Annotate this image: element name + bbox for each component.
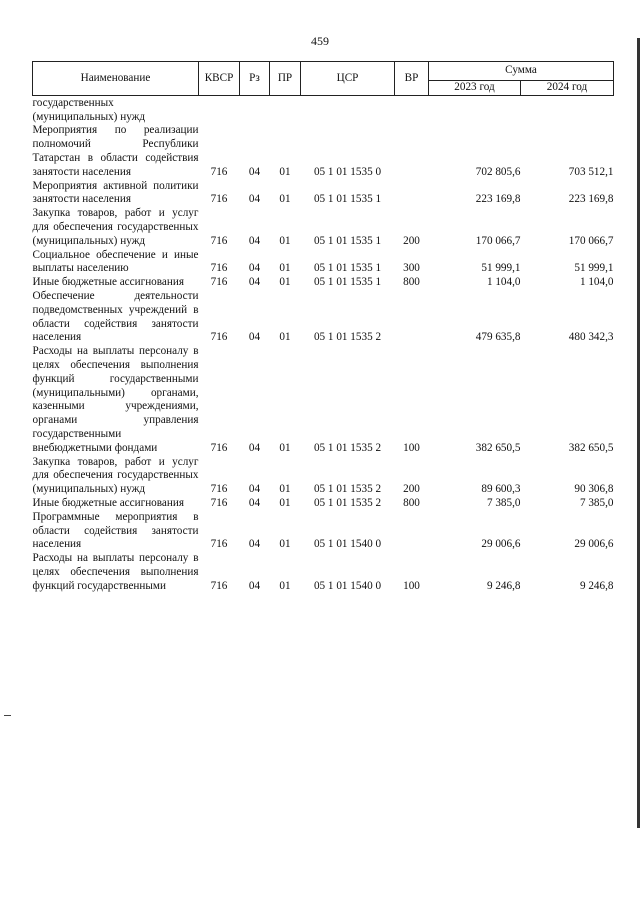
row-pr: 01 bbox=[279, 234, 291, 247]
row-csr: 05 1 01 1535 0 bbox=[313, 165, 382, 178]
row-kvsr: 716 bbox=[210, 262, 228, 275]
row-sum-2024: 170 066,7 bbox=[568, 234, 614, 247]
row-pr: 01 bbox=[279, 579, 291, 592]
row-vr: 300 bbox=[403, 262, 420, 275]
row-csr: 05 1 01 1535 2 bbox=[313, 496, 382, 509]
table-header bbox=[33, 62, 614, 96]
row-sum-2024: 480 342,3 bbox=[568, 331, 614, 344]
row-csr bbox=[301, 95, 395, 124]
row-vr: 200 bbox=[403, 234, 420, 247]
row-pr bbox=[270, 95, 301, 124]
row-rz: 04 bbox=[248, 262, 261, 275]
table-row bbox=[33, 207, 614, 248]
row-pr: 01 bbox=[279, 193, 291, 206]
row-vr: 100 bbox=[403, 441, 420, 454]
table-row bbox=[33, 180, 614, 208]
row-csr: 05 1 01 1535 2 bbox=[313, 441, 382, 454]
row-pr: 01 bbox=[279, 483, 291, 496]
row-csr: 05 1 01 1535 1 bbox=[313, 262, 382, 275]
row-sum-2024: 7 385,0 bbox=[579, 496, 614, 509]
header-csr: ЦСР bbox=[301, 62, 395, 96]
row-vr: 800 bbox=[403, 496, 420, 509]
row-rz: 04 bbox=[248, 234, 261, 247]
row-sum-2023: 223 169,8 bbox=[475, 193, 521, 206]
row-sum-2024: 382 650,5 bbox=[568, 441, 614, 454]
table-row bbox=[33, 456, 614, 497]
page-number: 459 bbox=[311, 34, 329, 48]
row-sum-2024: 51 999,1 bbox=[574, 262, 614, 275]
row-pr: 01 bbox=[279, 276, 291, 289]
row-vr bbox=[395, 124, 429, 179]
budget-table bbox=[32, 61, 614, 593]
row-kvsr: 716 bbox=[210, 193, 228, 206]
header-year-2023: 2023 год bbox=[429, 81, 521, 96]
row-sum-2024: 90 306,8 bbox=[574, 483, 614, 496]
row-rz: 04 bbox=[248, 579, 261, 592]
row-kvsr: 716 bbox=[210, 496, 228, 509]
table-row bbox=[33, 345, 614, 455]
row-rz: 04 bbox=[248, 193, 261, 206]
row-vr: 200 bbox=[403, 483, 420, 496]
row-sum-2023: 479 635,8 bbox=[475, 331, 521, 344]
row-sum-2024 bbox=[521, 95, 614, 124]
row-vr bbox=[395, 180, 429, 208]
header-vr: ВР bbox=[395, 62, 429, 96]
row-pr: 01 bbox=[279, 496, 291, 509]
row-sum-2023: 89 600,3 bbox=[481, 483, 521, 496]
row-pr: 01 bbox=[279, 441, 291, 454]
row-name: Закупка товаров, работ и услуг для обеспечения государственных (муниципальных) нужд bbox=[32, 207, 199, 247]
header-pr: ПР bbox=[270, 62, 301, 96]
row-rz bbox=[240, 95, 270, 124]
row-sum-2023: 9 246,8 bbox=[486, 579, 521, 592]
table-row bbox=[33, 497, 614, 511]
row-csr: 05 1 01 1535 2 bbox=[313, 483, 382, 496]
row-name: Мероприятия активной политики занятости населения bbox=[32, 179, 199, 206]
row-sum-2024: 703 512,1 bbox=[568, 165, 614, 178]
row-kvsr: 716 bbox=[210, 165, 228, 178]
row-kvsr: 716 bbox=[210, 234, 228, 247]
row-pr: 01 bbox=[279, 165, 291, 178]
table-body bbox=[33, 95, 614, 593]
table-row bbox=[33, 290, 614, 345]
row-pr: 01 bbox=[279, 331, 291, 344]
table-row bbox=[33, 249, 614, 277]
row-csr: 05 1 01 1535 1 bbox=[313, 234, 382, 247]
row-rz: 04 bbox=[248, 538, 261, 551]
row-kvsr: 716 bbox=[210, 579, 228, 592]
table-row bbox=[33, 511, 614, 552]
row-sum-2023: 170 066,7 bbox=[475, 234, 521, 247]
row-rz: 04 bbox=[248, 276, 261, 289]
row-sum-2023: 7 385,0 bbox=[486, 496, 521, 509]
row-sum-2024: 223 169,8 bbox=[568, 193, 614, 206]
row-rz: 04 bbox=[248, 441, 261, 454]
header-sum: Сумма bbox=[429, 62, 614, 81]
row-sum-2024: 9 246,8 bbox=[579, 579, 614, 592]
row-vr bbox=[395, 511, 429, 552]
table-row bbox=[33, 124, 614, 179]
row-name: Мероприятия по реализации полномочий Республики Татарстан в области содействия занятости населения bbox=[32, 124, 199, 178]
row-kvsr: 716 bbox=[210, 276, 228, 289]
row-pr: 01 bbox=[279, 538, 291, 551]
row-name: Социальное обеспечение и иные выплаты населению bbox=[32, 248, 199, 275]
header-kvsr: КВСР bbox=[199, 62, 240, 96]
row-sum-2023: 29 006,6 bbox=[481, 538, 521, 551]
row-rz: 04 bbox=[248, 483, 261, 496]
row-sum-2023: 51 999,1 bbox=[481, 262, 521, 275]
row-name: Обеспечение деятельности подведомственных учреждений в области содействия занятости населения bbox=[32, 289, 199, 344]
row-kvsr bbox=[199, 95, 240, 124]
row-csr: 05 1 01 1535 1 bbox=[313, 193, 382, 206]
row-sum-2024: 29 006,6 bbox=[574, 538, 614, 551]
row-name: Расходы на выплаты персоналу в целях обеспечения выполнения функций государственными (муниципальными) органами, казенными учреждениями, органами управления государственными внебюджетными фондами bbox=[32, 345, 199, 454]
row-kvsr: 716 bbox=[210, 538, 228, 551]
row-kvsr: 716 bbox=[210, 483, 228, 496]
table-row bbox=[33, 552, 614, 593]
row-vr: 800 bbox=[403, 276, 420, 289]
row-rz: 04 bbox=[248, 165, 261, 178]
row-kvsr: 716 bbox=[210, 441, 228, 454]
row-vr: 100 bbox=[403, 579, 420, 592]
header-name: Наименование bbox=[33, 62, 199, 96]
header-year-2024: 2024 год bbox=[521, 81, 614, 96]
row-kvsr: 716 bbox=[210, 331, 228, 344]
table-row bbox=[33, 276, 614, 290]
row-vr bbox=[395, 290, 429, 345]
row-sum-2023: 382 650,5 bbox=[475, 441, 521, 454]
table-row bbox=[33, 95, 614, 124]
row-vr bbox=[395, 95, 429, 124]
scan-margin-mark bbox=[4, 715, 11, 716]
row-csr: 05 1 01 1535 1 bbox=[313, 276, 382, 289]
row-sum-2023: 1 104,0 bbox=[486, 276, 521, 289]
row-name: Программные мероприятия в области содействия занятости населения bbox=[32, 510, 199, 551]
row-pr: 01 bbox=[279, 262, 291, 275]
row-csr: 05 1 01 1540 0 bbox=[313, 538, 382, 551]
row-rz: 04 bbox=[248, 331, 261, 344]
row-sum-2023 bbox=[429, 95, 521, 124]
header-rz: Рз bbox=[240, 62, 270, 96]
row-name: Закупка товаров, работ и услуг для обеспечения государственных (муниципальных) нужд bbox=[32, 455, 199, 496]
row-rz: 04 bbox=[248, 496, 261, 509]
row-name: Иные бюджетные ассигнования bbox=[32, 276, 184, 289]
row-sum-2023: 702 805,6 bbox=[475, 165, 521, 178]
row-name: государственных (муниципальных) нужд bbox=[32, 96, 146, 123]
row-name: Расходы на выплаты персоналу в целях обеспечения выполнения функций государственными bbox=[32, 552, 199, 592]
row-sum-2024: 1 104,0 bbox=[579, 276, 614, 289]
row-name: Иные бюджетные ассигнования bbox=[32, 496, 184, 509]
row-csr: 05 1 01 1540 0 bbox=[313, 579, 382, 592]
row-csr: 05 1 01 1535 2 bbox=[313, 331, 382, 344]
